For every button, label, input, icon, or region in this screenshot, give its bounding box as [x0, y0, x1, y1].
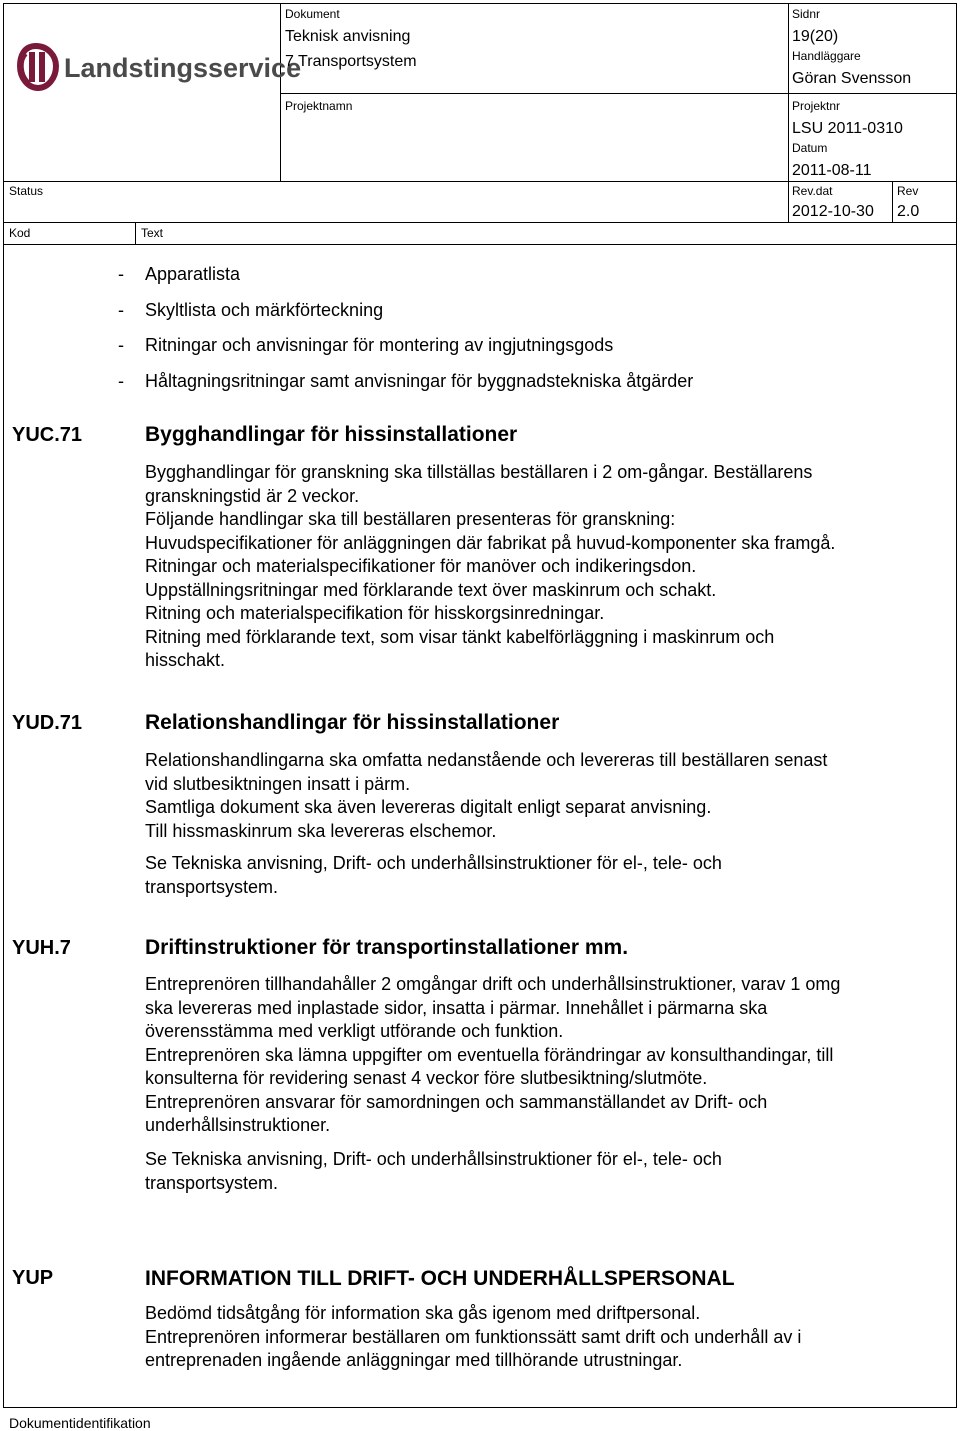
- datum-label: Datum: [792, 141, 828, 155]
- revdat-value: 2012-10-30: [792, 203, 874, 220]
- section-code-yuh7: YUH.7: [12, 937, 71, 959]
- kod-label: Kod: [9, 226, 31, 240]
- dokument-subtitle: 7 Transportsystem: [285, 53, 417, 70]
- section-heading-yuc71: Bygghandlingar för hissinstallationer: [145, 423, 518, 446]
- section-code-yuc71: YUC.71: [12, 424, 83, 446]
- dokument-label: Dokument: [285, 7, 340, 21]
- section-code-yud71: YUD.71: [12, 712, 83, 734]
- projektnr-label: Projektnr: [792, 99, 841, 113]
- footer-document-identification: Dokumentidentifikation: [9, 1415, 151, 1431]
- rev-label: Rev: [897, 184, 919, 198]
- section-body-yuh7: Entreprenören tillhandahåller 2 omgångar drift och underhållsinstruktioner, varav 1 omg ska levereras med inplastade sidor, insatta i pärmar. Innehållet i pärmarna ska överensstämma med verkligt utförande och funktion. Entreprenören ska lämna uppgifter om eventuella förändringar av konsulthandingar, till konsulterna för revidering senast 4 veckor före slutbesiktning/slutmöte. Entreprenören ansvarar för samordningen och sammanställandet av Drift- och underhållsinstruktioner.: [145, 974, 841, 1135]
- text-label: Text: [141, 226, 164, 240]
- section-code-yup: YUP: [12, 1267, 54, 1289]
- datum-value: 2011-08-11: [792, 162, 872, 179]
- section-body-yud71: Relationshandlingarna ska omfatta nedanstående och levereras till beställaren senast vid slutbesiktningen insatt i pärm. Samtliga dokument ska även levereras digitalt enligt separat anvisning. Till hissmaskinrum ska levereras elschemor.: [145, 750, 828, 841]
- list-item: - Håltagningsritningar samt anvisningar för byggnadstekniska åtgärder: [118, 370, 694, 391]
- bullet-list: [118, 257, 693, 399]
- section-ref-yuh7: Se Tekniska anvisning, Drift- och underhållsinstruktioner för el-, tele- och transportsystem.: [145, 1149, 722, 1193]
- logo-mark-icon: [18, 42, 302, 92]
- section-heading-yup: INFORMATION TILL DRIFT- OCH UNDERHÅLLSPERSONAL: [145, 1267, 735, 1290]
- list-item: - Apparatlista: [118, 264, 241, 284]
- status-label: Status: [9, 184, 44, 198]
- projektnr-value: LSU 2011-0310: [792, 120, 903, 137]
- landstingsservice-logo: [18, 42, 302, 92]
- dokument-title: Teknisk anvisning: [285, 28, 411, 45]
- revdat-label: Rev.dat: [792, 184, 833, 198]
- sidnr-label: Sidnr: [792, 7, 821, 21]
- section-heading-yuh7: Driftinstruktioner för transportinstallationer mm.: [145, 936, 629, 959]
- sidnr-value: 19(20): [792, 28, 839, 45]
- svg-text:Landstingsservice: Landstingsservice: [64, 53, 302, 83]
- section-body-yuc71: Bygghandlingar för granskning ska tillställas beställaren i 2 om-gångar. Beställarens granskningstid är 2 veckor. Följande handlingar ska till beställaren presenteras för granskning: Huvudspecifikationer för anläggningen där fabrikat på huvud-komponenter ska framgå. Ritningar och materialspecifikationer för manöver och indikeringsdon. Uppställningsritningar med förklarande text över maskinrum och schakt. Ritning och materialspecifikation för hisskorgsinredningar. Ritning med förklarande text, som visar tänkt kabelförläggning i maskinrum och hisschakt.: [145, 462, 836, 670]
- list-item: - Ritningar och anvisningar för montering av ingjutningsgods: [118, 335, 614, 355]
- document-page: [3, 3, 957, 1408]
- list-item: - Skyltlista och märkförteckning: [118, 299, 384, 320]
- handlaggare-label: Handläggare: [792, 49, 861, 63]
- handlaggare-value: Göran Svensson: [792, 70, 912, 87]
- rev-value: 2.0: [897, 203, 920, 220]
- section-body-yup: Bedömd tidsåtgång för information ska gås igenom med driftpersonal. Entreprenören informerar beställaren om funktionssätt samt drift och underhåll av i entreprenaden ingående anläggningar med tillhörande utrustningar.: [145, 1303, 802, 1370]
- section-heading-yud71: Relationshandlingar för hissinstallationer: [145, 711, 560, 734]
- section-ref-yud71: Se Tekniska anvisning, Drift- och underhållsinstruktioner för el-, tele- och transportsystem.: [145, 853, 722, 897]
- projektnamn-label: Projektnamn: [285, 99, 353, 113]
